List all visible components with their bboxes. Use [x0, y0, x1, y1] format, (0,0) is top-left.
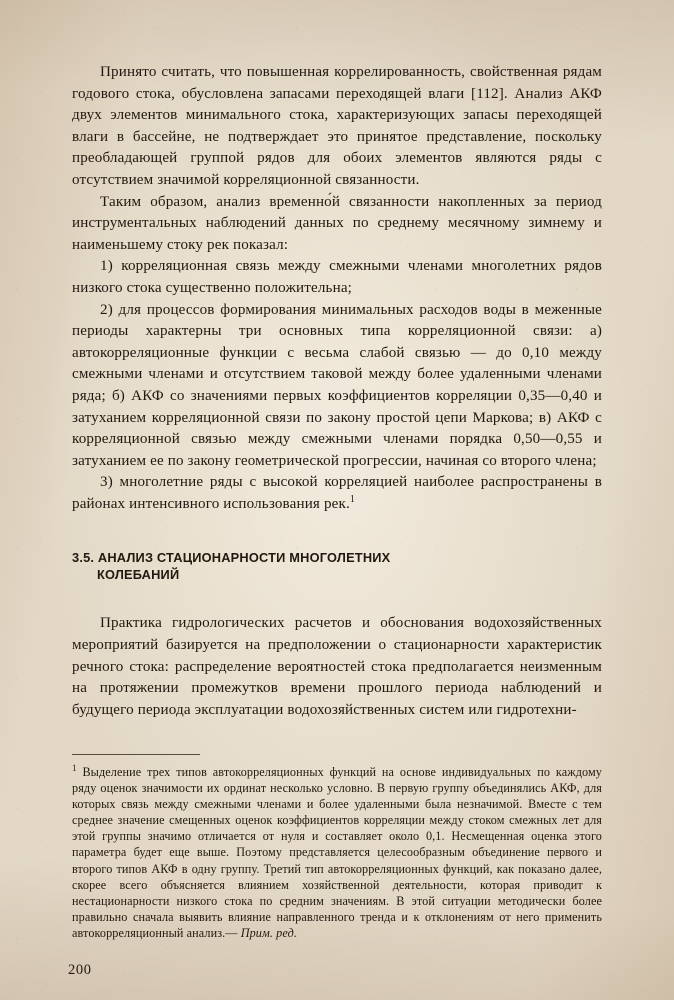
paragraph-block-5	[72, 472, 602, 515]
footnote-attribution: Прим. ред.	[240, 925, 297, 940]
footnote-separator	[72, 754, 200, 755]
paragraph-block-3	[72, 256, 602, 299]
paragraph-block-6	[72, 613, 602, 721]
paragraph-block-2	[72, 192, 602, 257]
paragraph-block-1	[72, 62, 602, 192]
paragraph-1: Принято считать, что повышенная коррелированность, свойственная рядам годового стока, обусловлена запасами переходящей влаги [112]. Анализ АКФ двух элементов минимального стока, характеризующих запасы переходящей влаги в бассейне, не подтверждает это принятое представление, поскольку преобладающей группой рядов для обоих элементов являются ряды с отсутствием значимой корреляционной связанности.	[72, 64, 602, 188]
list-item-3-text: 3) многолетние ряды с высокой корреляцией наиболее распространены в районах интенсивного использования рек.	[72, 474, 602, 512]
page-number: 200	[68, 962, 92, 978]
paragraph-2: Таким образом, анализ временно́й связанности накопленных за период инструментальных наблюдений данных по среднему месячному зимнему и наименьшему стоку рек показал:	[72, 193, 602, 253]
paragraph-6: Практика гидрологических расчетов и обоснования водохозяйственных мероприятий базируется на предположении о стационарности характеристик речного стока: распределение вероятностей стока предполагается неизменным на протяжении промежутков времени прошлого периода наблюдений и будущего периода эксплуатации водохозяйственных систем или гидротехни-	[72, 615, 602, 718]
section-heading	[72, 549, 602, 583]
section-heading-line2: КОЛЕБАНИЙ	[97, 567, 180, 583]
list-item-2: 2) для процессов формирования минимальных расходов воды в меженные периоды характерны три основных типа корреляционной связи: а) автокорреляционные функции с весьма слабой связью — до 0,10 между смежными членами и отсутствием таковой между более удаленными членами ряда; б) АКФ со значениями первых коэффициентов корреляции 0,35—0,40 и затуханием корреляционной связи по закону простой цепи Маркова; в) АКФ с корреляционной связью между смежными членами порядка 0,50—0,55 и затуханием ее по закону геометрической прогрессии, начиная со второго члена;	[72, 301, 602, 469]
section-heading-line1: 3.5. АНАЛИЗ СТАЦИОНАРНОСТИ МНОГОЛЕТНИХ	[72, 550, 391, 566]
footnote	[72, 764, 602, 941]
footnote-marker: 1	[72, 762, 77, 773]
paragraph-block-4	[72, 300, 602, 473]
list-item-3	[72, 472, 602, 515]
list-item-1: 1) корреляционная связь между смежными членами многолетних рядов низкого стока существенно положительна;	[72, 258, 602, 296]
page-body-text	[72, 62, 602, 721]
footnote-reference: 1	[349, 493, 356, 505]
footnote-text: Выделение трех типов автокорреляционных функций на основе индивидуальных по каждому ряду оценок значимости их ординат несколько условно. В первую группу объединялись АКФ, для которых связь между смежными членами и более удаленными была незначимой. Вместе с тем среднее значение смещенных оценок коэффициентов корреляции между стоком смежных лет для этой группы значимо отличается от нуля и составляет около 0,1. Несмещенная оценка этого параметра будет еще выше. Поэтому представляется целесообразным объединение первого и второго типов АКФ в одну группу. Третий тип автокорреляционных функций, как показано далее, скорее всего объясняется влиянием хозяйственной деятельности, которая приводит к нестационарности низкого стока по средним значениям. В этой ситуации методически более правильно сначала выявить влияние направленного тренда и к отклонениям от него применить автокорреляционный анализ.—	[72, 765, 602, 940]
